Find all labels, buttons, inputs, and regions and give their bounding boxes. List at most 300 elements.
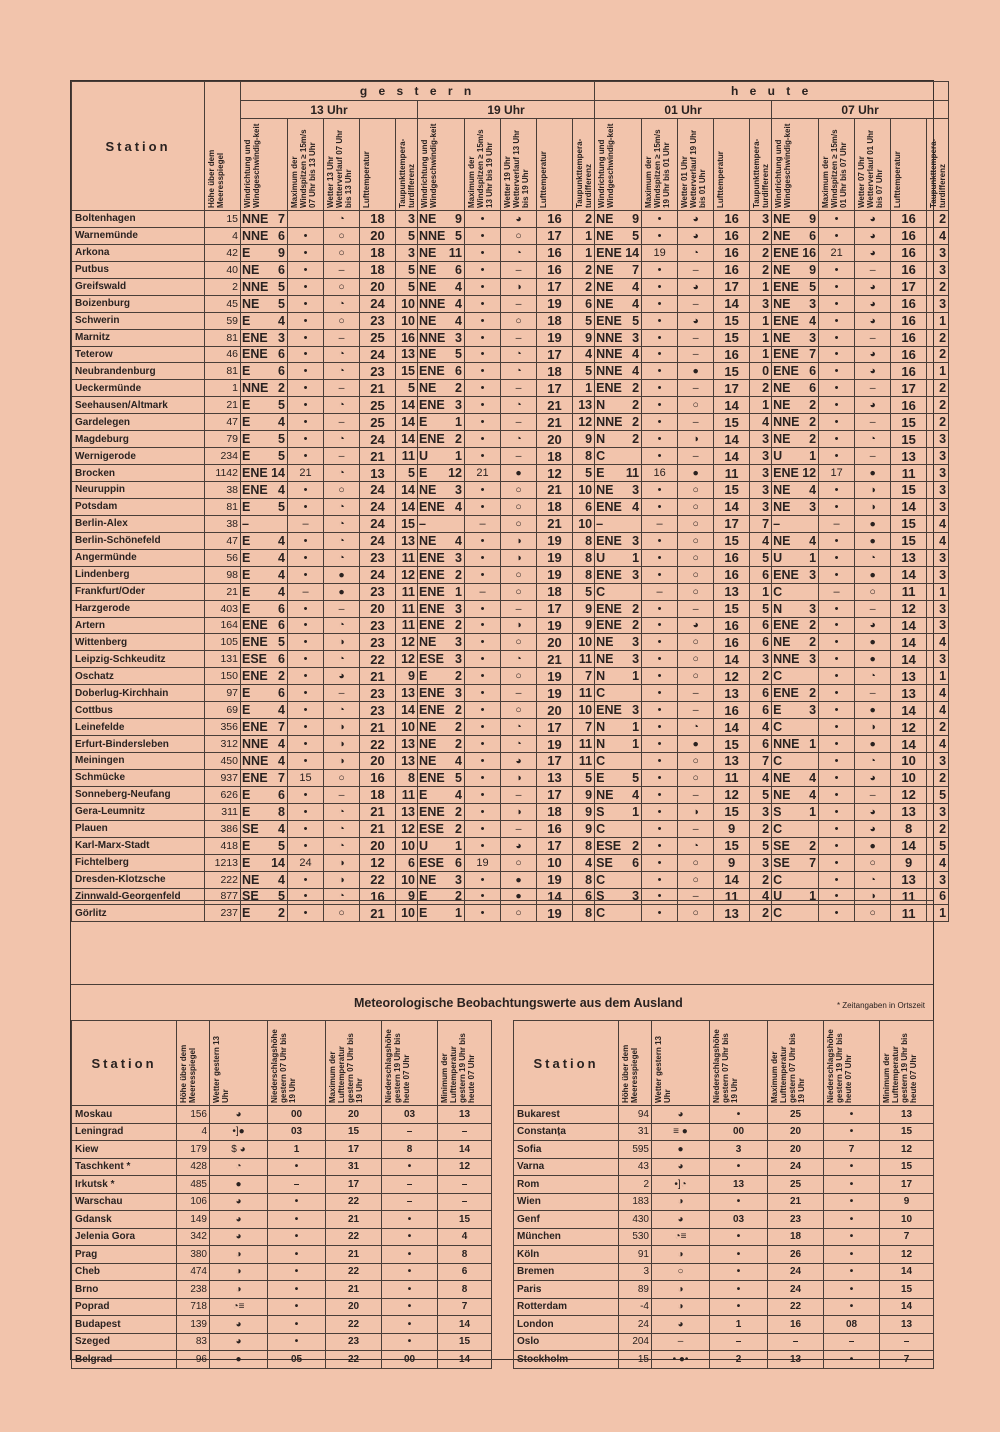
air-temperature: 14 [714,871,750,888]
station-altitude: 42 [205,244,241,261]
station-altitude: 69 [205,702,241,719]
wind-cell [241,329,288,346]
air-temperature: 11 [714,888,750,905]
wind-cell [595,753,642,770]
air-temperature: 14 [714,651,750,668]
dewpoint-difference: 8 [573,532,595,549]
air-temperature: 14 [891,736,927,753]
wind-gust: – [819,583,855,600]
wind-cell [772,329,819,346]
wind-speed: 2 [455,567,462,582]
wind-gust: • [465,566,501,583]
dewpoint-difference: 1 [750,329,772,346]
wind-direction: NE [242,872,260,887]
max-temperature: 26 [768,1246,824,1264]
station-altitude: 91 [619,1246,652,1264]
station-altitude: 530 [619,1228,652,1246]
dewpoint-difference: 14 [396,414,418,431]
station-altitude: 179 [177,1141,210,1159]
station-altitude: 418 [205,837,241,854]
dewpoint-difference: 2 [750,380,772,397]
dewpoint-difference: 5 [573,363,595,380]
weather-symbol: ○ [501,515,537,532]
wind-cell [241,719,288,736]
weather-symbol: ○ [678,651,714,668]
dewpoint-difference: 6 [750,702,772,719]
air-temperature: 21 [360,803,396,820]
wind-speed: 2 [809,838,817,853]
wind-direction: NE [773,398,791,413]
wind-direction: ENE [419,567,445,582]
dewpoint-difference: 7 [573,719,595,736]
station-name: Wittenberg [72,634,205,651]
wind-cell [418,465,465,482]
weather-symbol: ○ [324,312,360,329]
wind-direction: ENE [596,499,622,514]
air-temperature: 10 [537,854,573,871]
air-temperature: 11 [714,769,750,786]
wind-gust: • [819,803,855,820]
wind-cell [418,617,465,634]
wind-gust: 24 [288,854,324,871]
wind-speed: 1 [455,584,462,599]
wind-direction: ENE [419,584,445,599]
wind-cell [418,346,465,363]
wind-cell [241,769,288,786]
dewpoint-difference: 2 [750,871,772,888]
dewpoint-difference: 3 [750,465,772,482]
wind-cell [241,482,288,499]
wind-gust: • [642,685,678,702]
air-temperature: 16 [714,211,750,228]
min-temperature: 14 [438,1141,492,1159]
station-name: Zinnwald-Georgenfeld [72,888,205,905]
wind-gust: • [819,600,855,617]
air-temperature: 18 [537,583,573,600]
dewpoint-difference: 8 [573,448,595,465]
wind-gust: – [465,583,501,600]
wind-cell [595,837,642,854]
ausland-row [514,1193,934,1211]
dewpoint-difference: 4 [750,719,772,736]
station-row [72,312,949,329]
wind-direction: E [419,466,428,481]
wind-speed: 5 [455,770,462,785]
station-row [72,295,949,312]
station-altitude: 97 [205,685,241,702]
station-altitude: 94 [619,1106,652,1124]
air-temperature: 17 [537,278,573,295]
min-temperature: 14 [438,1316,492,1334]
wind-speed: 14 [271,466,285,481]
dewpoint-difference: 3 [927,498,949,515]
wind-speed: 4 [455,313,462,328]
wind-cell [772,583,819,600]
wind-speed: 4 [632,279,640,294]
station-name: Karl-Marx-Stadt [72,837,205,854]
dewpoint-difference: 5 [573,769,595,786]
wind-direction: SE [242,821,259,836]
air-temperature: 13 [537,769,573,786]
dewpoint-difference: 4 [750,888,772,905]
weather-symbol: ○ [501,905,537,922]
wind-direction: E [242,567,251,582]
weather-symbol: ◑ [324,719,360,736]
station-name: Harzgerode [72,600,205,617]
weather-symbol: ◔ [324,295,360,312]
wind-speed: 7 [278,720,285,735]
wind-speed: 4 [455,787,462,802]
wind-cell [595,769,642,786]
wind-speed: 4 [278,533,285,548]
dewpoint-difference: 3 [927,753,949,770]
weather-symbol: ◔ [324,431,360,448]
wind-direction: E [419,669,428,684]
wind-gust: • [642,803,678,820]
wind-gust: • [819,888,855,905]
wind-speed: 9 [455,211,462,226]
dewpoint-difference: 10 [573,482,595,499]
wind-gust: • [642,702,678,719]
wind-cell [241,380,288,397]
weather-symbol: – [501,414,537,431]
weather-symbol: ○ [678,668,714,685]
station-altitude: 4 [205,227,241,244]
min-temperature: 15 [438,1211,492,1229]
air-temperature: 19 [537,685,573,702]
dewpoint-difference: 4 [750,414,772,431]
air-temperature: 23 [360,685,396,702]
dewpoint-difference: 4 [750,532,772,549]
wind-cell [418,515,465,532]
air-temperature: 15 [714,600,750,617]
wind-cell [241,566,288,583]
wind-cell [595,600,642,617]
min-temperature: – [438,1123,492,1141]
wind-cell [772,515,819,532]
station-name: London [514,1316,619,1334]
weather-symbol: ◔ [324,549,360,566]
wind-speed: 7 [809,855,817,870]
station-row [72,668,949,685]
weather-symbol: ● [855,532,891,549]
weather-symbol: ○ [678,769,714,786]
wind-speed: 6 [278,601,285,616]
wind-cell [772,363,819,380]
wind-gust: • [642,329,678,346]
wind-gust: • [819,278,855,295]
station-altitude: 156 [177,1106,210,1124]
weather-symbol: ◑ [324,753,360,770]
wind-gust: • [819,431,855,448]
ausland-row [514,1281,934,1299]
air-temperature: 14 [714,719,750,736]
weather-symbol: ○ [501,227,537,244]
station-altitude: 386 [205,820,241,837]
weather-symbol: ● [501,465,537,482]
wind-gust: • [642,380,678,397]
station-altitude: 595 [619,1141,652,1159]
wind-gust: • [819,702,855,719]
weather-symbol: ● [855,651,891,668]
wind-cell [595,261,642,278]
weather-symbol: ● [501,888,537,905]
dewpoint-difference: 16 [396,329,418,346]
min-temperature: 14 [880,1298,934,1316]
weather-symbol: ◔ [501,244,537,261]
wind-direction: NNE [773,652,800,667]
air-temperature: 16 [891,295,927,312]
precipitation-night: • [824,1176,880,1194]
station-altitude: 24 [619,1316,652,1334]
dewpoint-difference: 5 [396,278,418,295]
wind-speed: 3 [455,398,462,413]
precipitation-day: • [268,1246,326,1264]
dewpoint-difference: 3 [927,600,949,617]
wind-cell [595,736,642,753]
wind-speed: 1 [455,415,462,430]
weather-symbol: ◕ [855,346,891,363]
wind-gust: • [819,397,855,414]
wind-cell [241,312,288,329]
weather-symbol: ◕ [855,312,891,329]
air-temperature: 17 [537,837,573,854]
wind-direction: ENE [596,533,622,548]
weather-symbol: ◑ [855,888,891,905]
column-header: Lufttemperatur [714,119,750,211]
weather-symbol: ◕ [855,227,891,244]
wind-cell [595,685,642,702]
wind-speed: 3 [809,703,817,718]
wind-cell [418,549,465,566]
max-temperature: 23 [326,1333,382,1351]
station-altitude: 474 [177,1263,210,1281]
air-temperature: 25 [360,414,396,431]
weather-symbol: ○ [678,482,714,499]
station-altitude: 1 [205,380,241,397]
air-temperature: 17 [891,380,927,397]
wind-direction: S [596,889,605,904]
station-row [72,600,949,617]
weather-symbol: – [678,820,714,837]
column-header: Windrichtung und Windgeschwindig-keit [418,119,465,211]
wind-speed: 4 [455,753,462,768]
weather-symbol: – [678,685,714,702]
wind-direction: ENE [242,635,268,650]
wind-direction: – [419,516,426,531]
wind-speed: 7 [809,347,817,362]
wind-cell [595,312,642,329]
wind-gust: 19 [465,854,501,871]
wind-cell [241,854,288,871]
dewpoint-difference: 14 [396,482,418,499]
max-temperature: 21 [326,1211,382,1229]
wind-cell [418,600,465,617]
weather-symbol: ◕ [210,1333,268,1351]
station-name: Leinefelde [72,719,205,736]
wind-speed: 6 [278,364,285,379]
station-name: Wernigerode [72,448,205,465]
wind-cell [772,617,819,634]
wind-speed: 3 [809,499,817,514]
wind-gust: • [819,261,855,278]
precipitation-day: • [710,1106,768,1124]
wind-direction: C [773,720,783,735]
dewpoint-difference: 1 [927,583,949,600]
wind-direction: SE [596,855,613,870]
wind-gust: • [642,888,678,905]
weather-symbol: ◔ [324,820,360,837]
dewpoint-difference: 11 [396,786,418,803]
weather-symbol: ◑ [324,634,360,651]
wind-speed: 5 [632,770,640,785]
air-temperature: 16 [714,227,750,244]
wind-direction: C [596,686,606,701]
wind-direction: U [773,449,783,464]
air-temperature: 12 [891,786,927,803]
air-temperature: 16 [891,363,927,380]
wind-gust: • [819,753,855,770]
air-temperature: 19 [537,532,573,549]
air-temperature: 17 [537,227,573,244]
wind-gust: 16 [642,465,678,482]
wind-cell [772,837,819,854]
station-altitude: 937 [205,769,241,786]
wind-speed: 6 [455,262,462,277]
wind-speed: 4 [278,703,285,718]
wind-cell [772,702,819,719]
weather-symbol: ◑ [501,549,537,566]
weather-symbol: ○ [678,566,714,583]
weather-symbol: ◕ [210,1106,268,1124]
max-temperature: 25 [768,1106,824,1124]
air-temperature: 20 [360,753,396,770]
weather-symbol: – [678,888,714,905]
wind-gust: • [288,837,324,854]
station-name: Schmücke [72,769,205,786]
wind-direction: NNE [242,228,269,243]
wind-gust: • [819,482,855,499]
air-temperature: 18 [537,363,573,380]
max-temperature: 20 [326,1298,382,1316]
station-altitude: 2 [619,1176,652,1194]
wind-speed: 11 [625,466,640,481]
ausland-row [72,1228,492,1246]
max-temperature: 23 [768,1211,824,1229]
min-temperature: 9 [880,1193,934,1211]
column-header: Maximum der Windspitzen ≥ 15m/s 07 Uhr bis 13 Uhr [288,119,324,211]
wind-gust: • [288,346,324,363]
min-temperature: 12 [880,1141,934,1159]
wind-direction: NE [242,296,260,311]
weather-symbol: ◑ [210,1281,268,1299]
wind-cell [241,634,288,651]
ausland-row [514,1263,934,1281]
air-temperature: 17 [891,278,927,295]
wind-cell [772,566,819,583]
wind-direction: ENE [773,279,799,294]
wind-gust: • [288,803,324,820]
min-temperature: – [438,1193,492,1211]
precipitation-day: • [710,1228,768,1246]
precipitation-night: • [824,1298,880,1316]
air-temperature: 13 [891,685,927,702]
ausland-row [72,1176,492,1194]
wind-speed: 2 [809,686,817,701]
station-name: Putbus [72,261,205,278]
wind-cell [772,295,819,312]
weather-symbol: ◕ [855,820,891,837]
wind-cell [595,803,642,820]
station-name: Seehausen/Altmark [72,397,205,414]
min-temperature: 15 [438,1333,492,1351]
wind-cell [595,634,642,651]
wind-speed: 6 [809,364,817,379]
wind-direction: ENE [596,601,622,616]
wind-cell [595,651,642,668]
precipitation-night: 00 [382,1351,438,1369]
ausland-left-rows [72,1106,492,1369]
air-temperature: 24 [360,431,396,448]
weather-symbol: ◕ [855,295,891,312]
station-altitude: 21 [205,583,241,600]
air-temperature: 15 [714,414,750,431]
wind-speed: 1 [809,550,817,565]
wind-speed: 2 [809,398,817,413]
dewpoint-difference: 1 [573,244,595,261]
dewpoint-difference: 10 [573,515,595,532]
wind-direction: E [419,787,428,802]
wind-cell [595,465,642,482]
ausland-row [514,1246,934,1264]
air-temperature: 24 [360,566,396,583]
wind-speed: 6 [278,228,285,243]
wind-direction: NE [419,635,437,650]
station-name: Taschkent * [72,1158,177,1176]
max-temperature: 21 [768,1193,824,1211]
wind-gust: • [288,566,324,583]
dewpoint-difference: 3 [927,295,949,312]
wind-speed: 6 [809,381,817,396]
wind-speed: 14 [625,245,640,260]
weather-symbol: – [324,261,360,278]
wind-gust: • [465,414,501,431]
air-temperature: 23 [360,634,396,651]
dewpoint-difference: 2 [750,244,772,261]
wind-direction: NE [419,482,437,497]
dewpoint-difference: 3 [927,566,949,583]
precipitation-night: • [824,1193,880,1211]
wind-speed: 12 [802,466,817,481]
wind-direction: NE [596,262,614,277]
wind-cell [595,854,642,871]
precipitation-day: 00 [268,1106,326,1124]
wind-cell [772,397,819,414]
dewpoint-difference: 6 [573,888,595,905]
air-temperature: 11 [714,465,750,482]
station-name: Ueckermünde [72,380,205,397]
wind-speed: 3 [455,686,462,701]
wind-gust: • [288,668,324,685]
wind-cell [418,803,465,820]
weather-symbol: • ●• [652,1351,710,1369]
station-altitude: 139 [177,1316,210,1334]
precipitation-night: 8 [382,1141,438,1159]
wind-direction: NE [773,499,791,514]
wind-gust: • [288,753,324,770]
wind-gust: • [288,397,324,414]
wind-direction: NE [773,482,791,497]
